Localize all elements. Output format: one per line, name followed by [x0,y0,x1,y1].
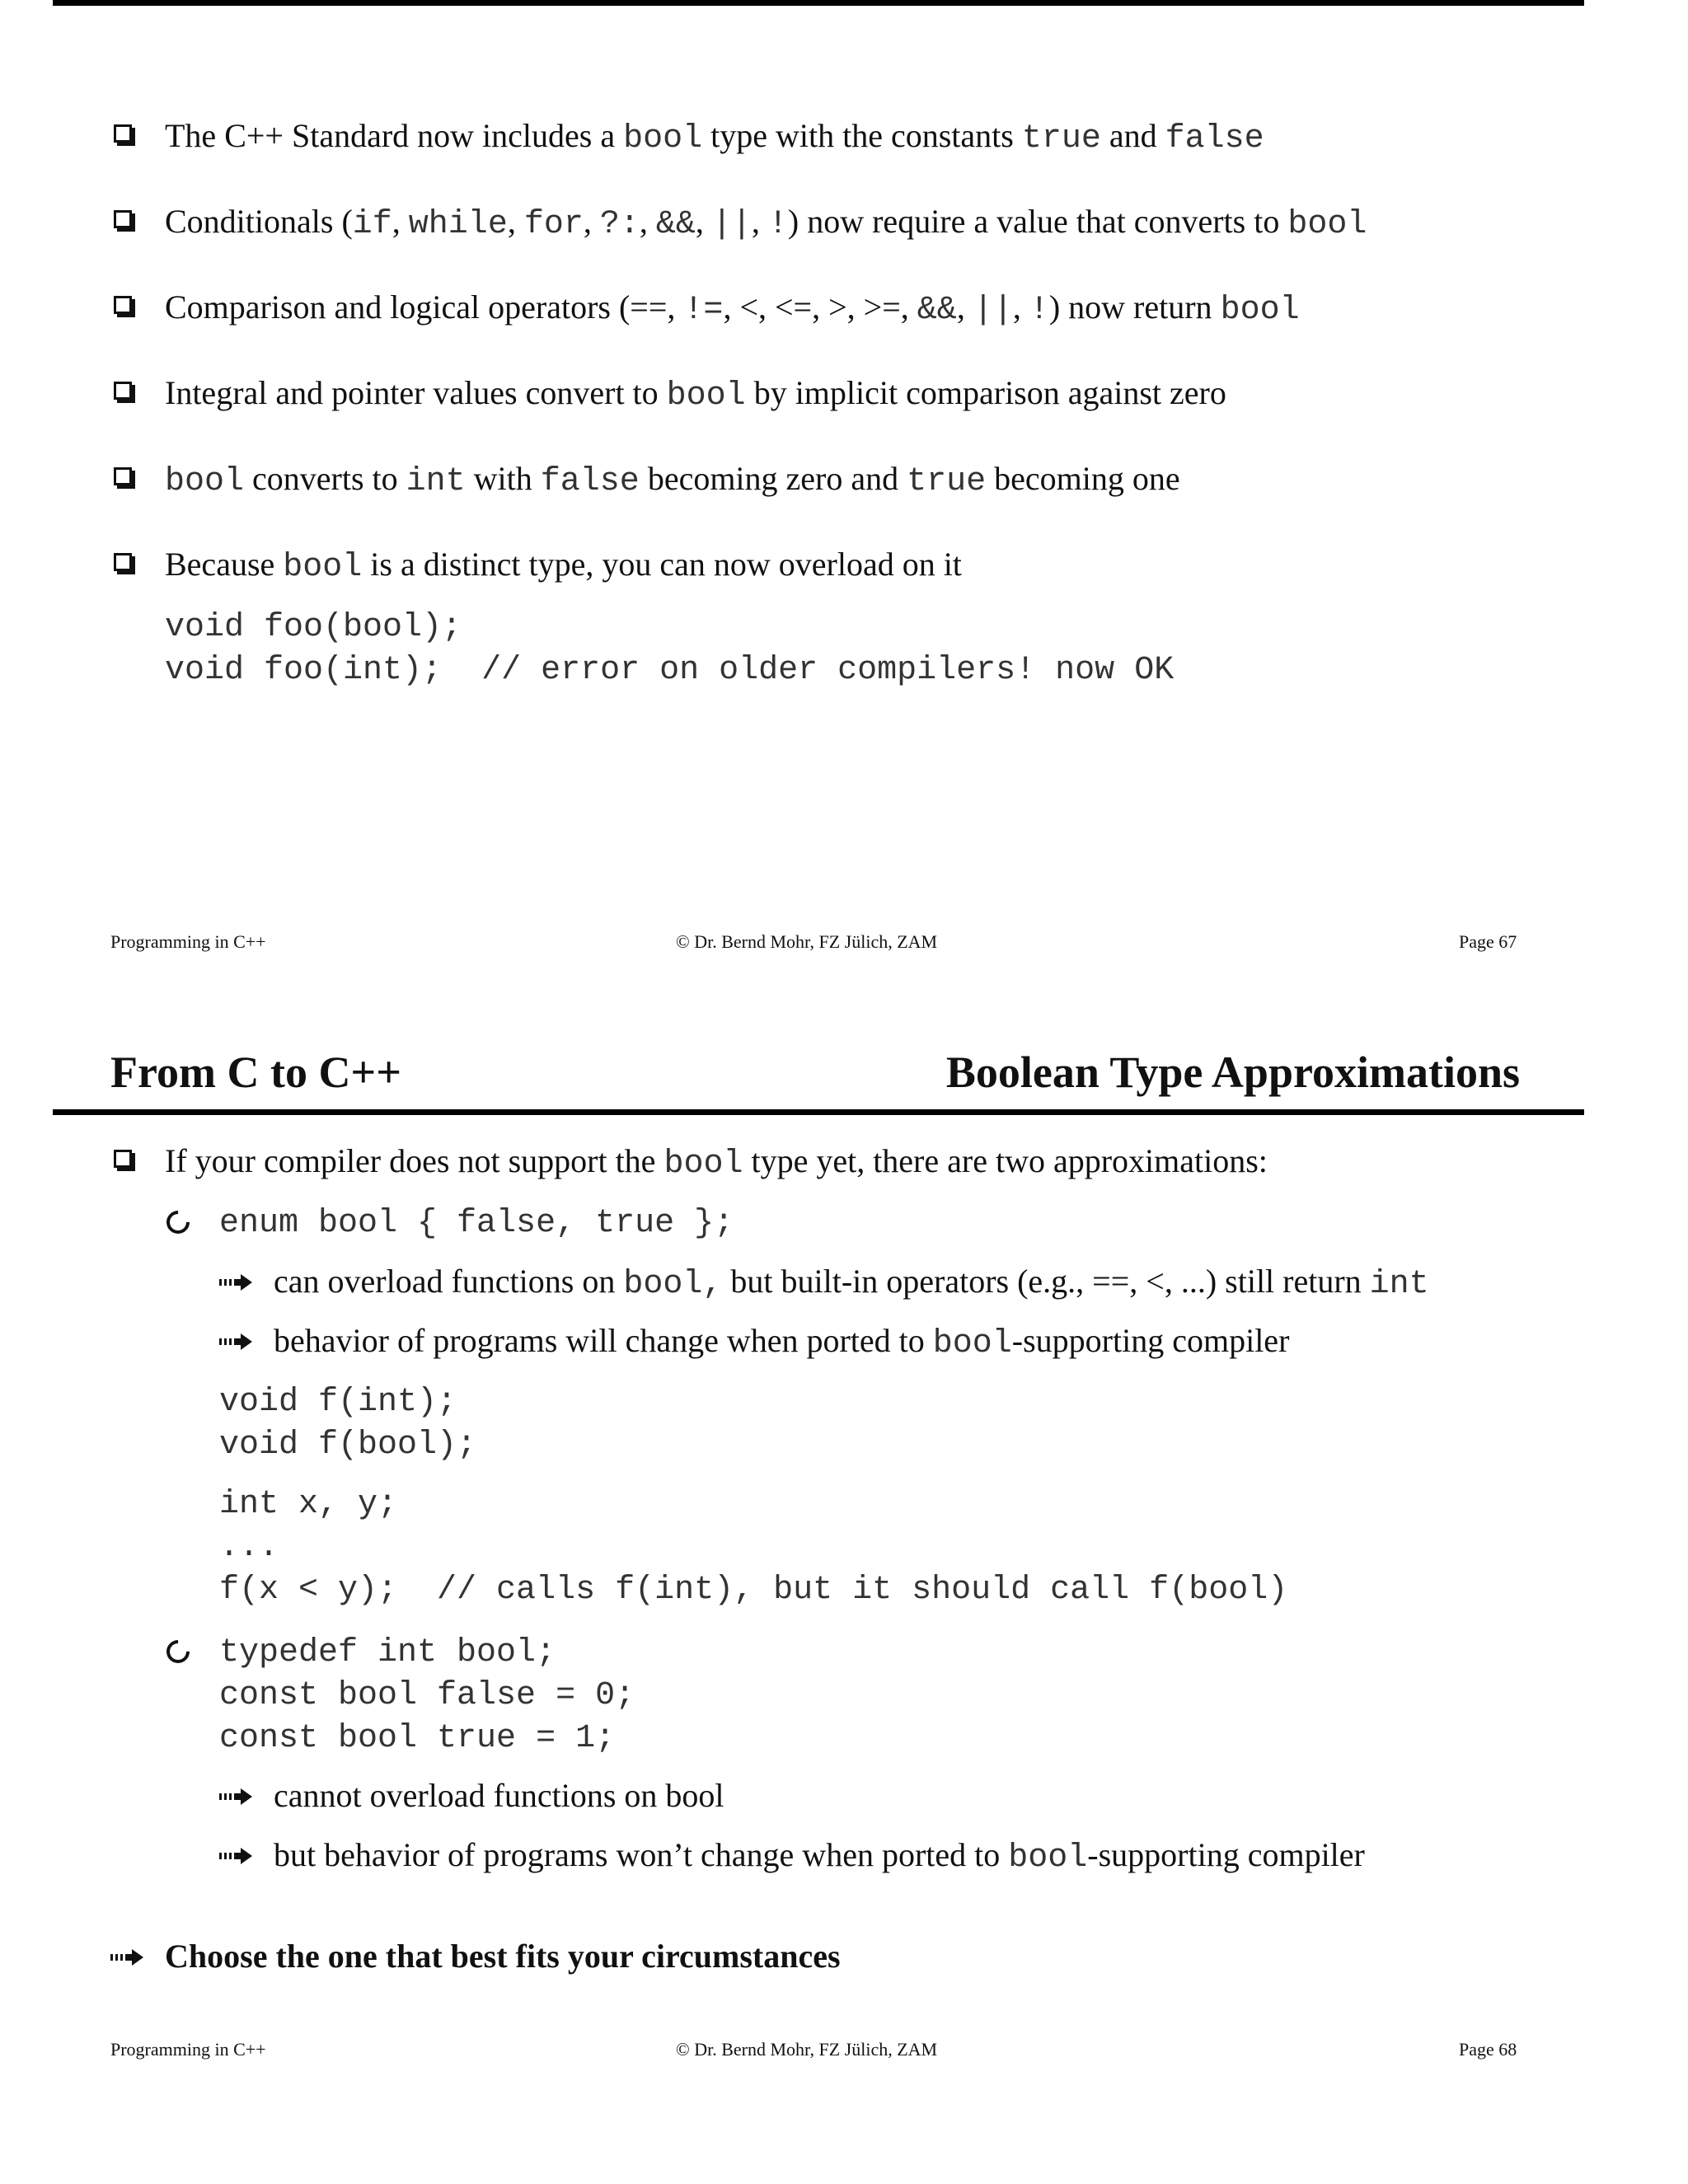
code-block-overloads: void f(int); void f(bool); [219,1384,477,1464]
text-segment: Because [165,546,284,583]
code-token: if [352,206,392,243]
code-token: for [523,206,584,243]
code-token: true [907,463,987,500]
slide-section-title: From C to C++ [110,1047,401,1097]
code-token: ! [1029,292,1049,329]
code-block-call: int x, y; ... f(x < y); // calls f(int), but it should call f(bool) [219,1486,1288,1609]
text-segment: type yet, there are two approximations: [743,1142,1268,1179]
text-segment: behavior of programs will change when ported to [274,1322,933,1359]
slide-title: Boolean Type Approximations [945,1047,1520,1097]
code-block: void foo(bool); void foo(int); // error on older compilers! now OK [165,609,1175,689]
arrow-bullet-icon [219,1273,256,1291]
code-token: bool [1008,1840,1088,1877]
footer-page-number: Page 68 [1459,2039,1517,2060]
text-segment: , [639,203,656,240]
top-rule [53,0,1584,6]
footer-page-number: Page 67 [1459,931,1517,952]
code-token: ! [767,206,788,243]
square-bullet-icon [114,124,132,143]
code-token: && [655,206,696,243]
text-segment: cannot overload functions on bool [274,1777,724,1814]
conclusion-text: Choose the one that best fits your circumstances [165,1938,841,1975]
code-token: bool, [623,1266,723,1303]
code-token: || [711,206,752,243]
footer-left: Programming in C++ [110,2039,266,2060]
footer-center: © Dr. Bernd Mohr, FZ Jülich, ZAM [676,931,938,952]
code-token: int [1369,1266,1429,1303]
square-bullet-icon [114,553,132,571]
text-segment: Integral and pointer values convert to [165,374,667,411]
code-token: int [406,463,466,500]
text-segment: ) now require a value that converts to [787,203,1288,240]
code-token: != [683,292,724,329]
code-token: bool [283,549,363,586]
text-segment: , [695,203,712,240]
text-segment: and [1100,117,1165,154]
text-segment: , [583,203,600,240]
code-token: bool [666,377,746,415]
text-segment: Comparison and logical operators (==, [165,288,684,326]
code-token: while [408,206,508,243]
option2-point [274,1775,724,1816]
text-segment: but built-in operators (e.g., ==, <, ...) still return [722,1263,1370,1300]
option2-code: typedef int bool; const bool false = 0; const bool true = 1; [219,1634,635,1757]
text-segment: , [956,288,973,326]
text-segment: ) now return [1048,288,1221,326]
code-token: bool [932,1325,1012,1362]
bullet-text [165,287,1300,331]
code-token: bool [165,463,245,500]
code-token: false [540,463,640,500]
text-segment: The C++ Standard now includes a [165,117,624,154]
code-token: false [1165,120,1264,157]
bullet-text [165,544,962,588]
text-segment: If your compiler does not support the [165,1142,664,1179]
bullet-text [165,115,1264,160]
code-token: bool [1220,292,1300,329]
square-bullet-icon [114,296,132,314]
arrow-bullet-icon [219,1847,256,1865]
text-segment: converts to [244,460,406,497]
code-token: bool [663,1146,743,1183]
title-rule [53,1109,1584,1115]
text-segment: -supporting compiler [1011,1322,1290,1359]
intro-text [165,1141,1268,1185]
option2-point [274,1835,1365,1879]
arrow-bullet-icon [219,1333,256,1351]
code-token: || [973,292,1013,329]
text-segment: , [392,203,409,240]
square-bullet-icon [114,1150,132,1168]
text-segment: becoming zero and [639,460,907,497]
square-bullet-icon [114,382,132,400]
circle-bullet-icon [162,1635,195,1668]
text-segment: is a distinct type, you can now overload on it [362,546,962,583]
bullet-text [165,458,1180,503]
text-segment: with [465,460,541,497]
bullet-text [165,201,1367,246]
arrow-bullet-icon [110,1948,147,1966]
arrow-bullet-icon [219,1788,256,1806]
text-segment: , <, <=, >, >=, [723,288,917,326]
text-segment: -supporting compiler [1087,1836,1365,1873]
text-segment: by implicit comparison against zero [745,374,1226,411]
option1-point [274,1261,1429,1305]
text-segment: type with the constants [702,117,1022,154]
code-token: && [917,292,957,329]
text-segment: but behavior of programs won’t change when ported to [274,1836,1009,1873]
code-token: true [1021,120,1101,157]
square-bullet-icon [114,467,132,485]
code-token: bool [623,120,703,157]
square-bullet-icon [114,210,132,228]
code-token: ?: [599,206,640,243]
text-segment: , [1012,288,1029,326]
text-segment: can overload functions on [274,1263,624,1300]
footer-left: Programming in C++ [110,931,266,952]
text-segment: becoming one [986,460,1180,497]
option1-code: enum bool { false, true }; [219,1205,734,1242]
code-token: bool [1287,206,1367,243]
footer-center: © Dr. Bernd Mohr, FZ Jülich, ZAM [676,2039,938,2060]
text-segment: Conditionals ( [165,203,353,240]
text-segment: , [507,203,524,240]
text-segment: , [751,203,768,240]
option1-point [274,1320,1289,1365]
bullet-text [165,373,1226,417]
circle-bullet-icon [162,1206,195,1239]
